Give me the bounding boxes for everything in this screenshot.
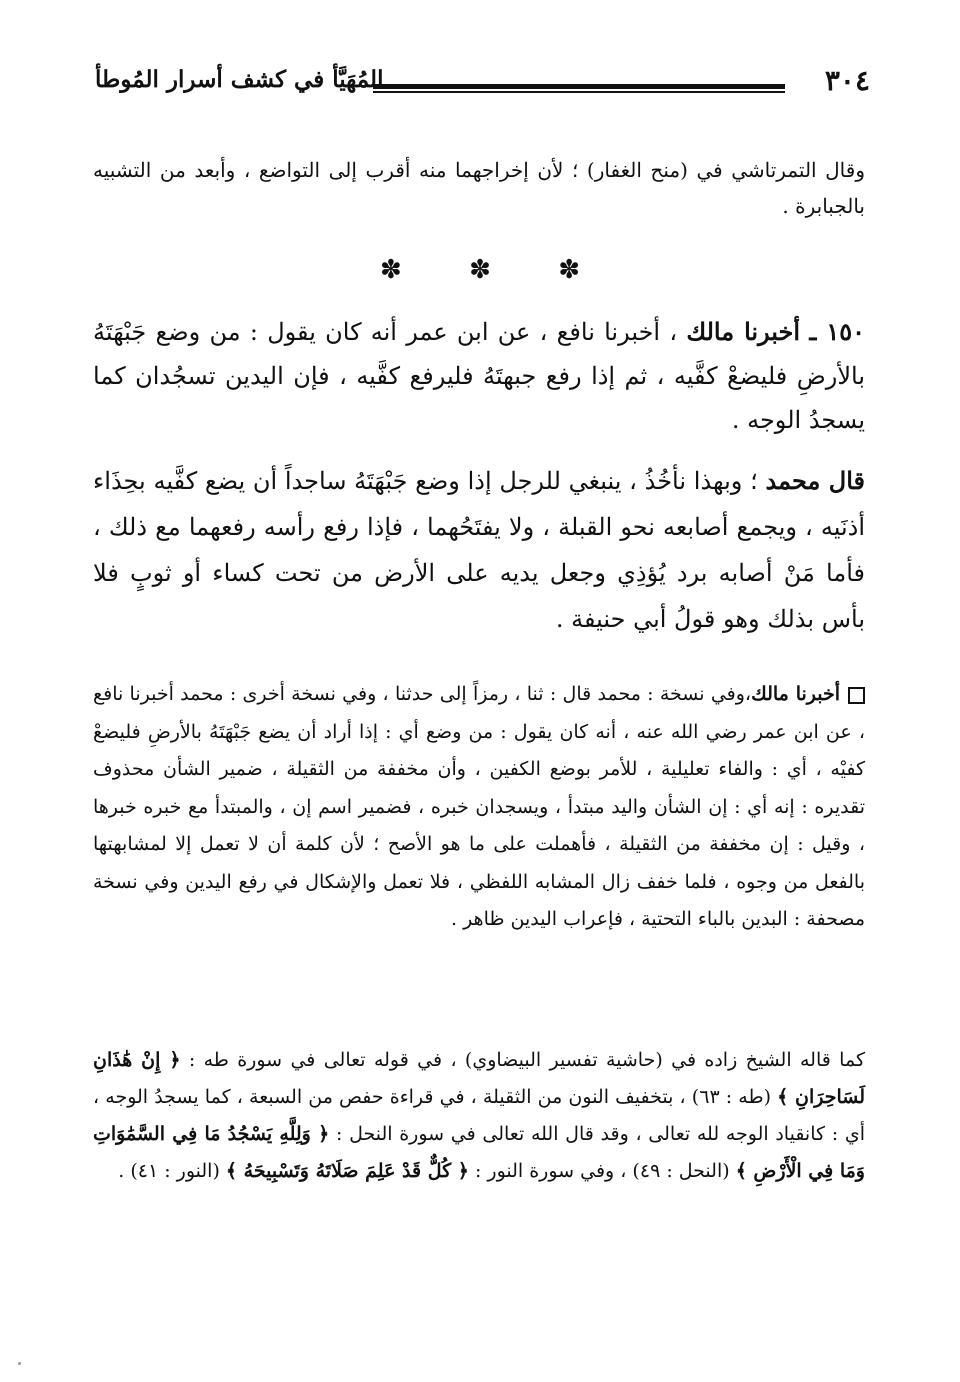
hadith-lead: أخبرنا مالك — [686, 317, 801, 346]
star-ornament: ✽ — [558, 255, 580, 285]
book-title: المُهَيَّأ في كشف أسرار المُوطأ — [95, 66, 384, 93]
hadith-number: ١٥٠ ـ — [809, 317, 865, 346]
star-ornament: ✽ — [380, 255, 402, 285]
final-text-3: (النحل : ٤٩) ، وفي سورة النور : — [474, 1160, 730, 1182]
quran-verse-nur: ﴿ كُلٌّ قَدْ عَلِمَ صَلَاتَهُ وَتَسْبِيحَهُ ﴾ — [225, 1160, 469, 1182]
commentary-lead: قال محمد — [765, 466, 866, 495]
commentary-text: ؛ وبهذا نأخُذُ ، ينبغي للرجل إذا وضع جَبْهَتَهُ ساجداً أن يضع كفَّيه بحِذَاء أذنَيه ، ويجمع أصابعه نحو القبلة ، ولا يفتَحُهما ، فإذا رفع رأسه رفعهما مع ذلك ، فأما مَنْ أصابه برد يُؤذِي وجعل يديه على الأرض من تحت كساء أو ثوبٍ فلا بأس بذلك وهو قولُ أبي حنيفة . — [93, 467, 865, 633]
page-number: ٣٠٤ — [824, 64, 870, 97]
final-text-4: (النور : ٤١) . — [118, 1160, 220, 1182]
paragraph-opening: وقال التمرتاشي في (منح الغفار) ؛ لأن إخراجهما منه أقرب إلى التواضع ، وأبعد من التشبيه بالجبابرة . — [93, 158, 865, 218]
header-rule — [373, 84, 785, 93]
square-marker-icon — [848, 687, 865, 704]
scan-speck — [18, 1362, 21, 1365]
note-paragraph — [93, 676, 865, 939]
final-text-1: كما قاله الشيخ زاده في (حاشية تفسير البيضاوي) ، في قوله تعالى في سورة طه : — [188, 1049, 865, 1071]
note-lead: أخبرنا مالك — [751, 683, 841, 705]
final-paragraph — [93, 1042, 865, 1190]
final-text-2: (طه : ٦٣) ، بتخفيف النون من الثقيلة ، في قراءة حفص من السبعة ، كما يسجدُ الوجه ، أي : كانقياد الوجه لله تعالى ، وقد قال الله تعالى في سورة النحل : — [93, 1086, 865, 1145]
quran-verse-nahl: ﴿ وَلِلَّهِ يَسْجُدُ مَا فِي السَّمَٰوَاتِ وَمَا فِي الْأَرْضِ ﴾ — [93, 1123, 865, 1182]
note-text: ،وفي نسخة : محمد قال : ثنا ، رمزاً إلى حدثنا ، وفي نسخة أخرى : محمد أخبرنا نافع ، عن ابن عمر رضي الله عنه ، أنه كان يقول : من وضع أي : إذا أراد أن يضع جَبْهَتَهُ بالأرضِ فليضعْ كفيْه ، أي : والفاء تعليلية ، للأمر بوضع الكفين ، وأن مخففة من الثقيلة ، ضمير الشأن محذوف تقديره : إنه أي : إن الشأن واليد مبتدأ ، ويسجدان خبره ، فضمير اسم إن ، والمبتدأ مع خبره خبرها ، وقيل : إن مخففة من الثقيلة ، فأهملت على ما هو الأصح ؛ لأن كلمة أن لا تعمل إلا لمشابهتها بالفعل من وجوه ، فلما خفف زال المشابه اللفظي ، فلا تعمل والإشكال في رفع اليدين وفي نسخة مصحفة : البدين بالباء التحتية ، فإعراب اليدين ظاهر . — [93, 683, 865, 930]
hadith-paragraph — [93, 310, 865, 442]
star-ornament: ✽ — [469, 255, 491, 285]
quran-verse-taha: ﴿ إِنْ هَٰذَانِ لَسَاحِرَانِ ﴾ — [93, 1049, 865, 1108]
hadith-text: ، أخبرنا نافع ، عن ابن عمر أنه كان يقول : من وضع جَبْهَتَهُ بالأرضِ فليضعْ كفَّيه ، ثم إذا رفع جبهتَهُ فليرفع كفَّيه ، فإن اليدين تسجُدان كما يسجدُ الوجه . — [93, 318, 865, 434]
section-separator — [380, 255, 580, 285]
commentary-paragraph — [93, 458, 865, 642]
page-header — [95, 62, 870, 112]
